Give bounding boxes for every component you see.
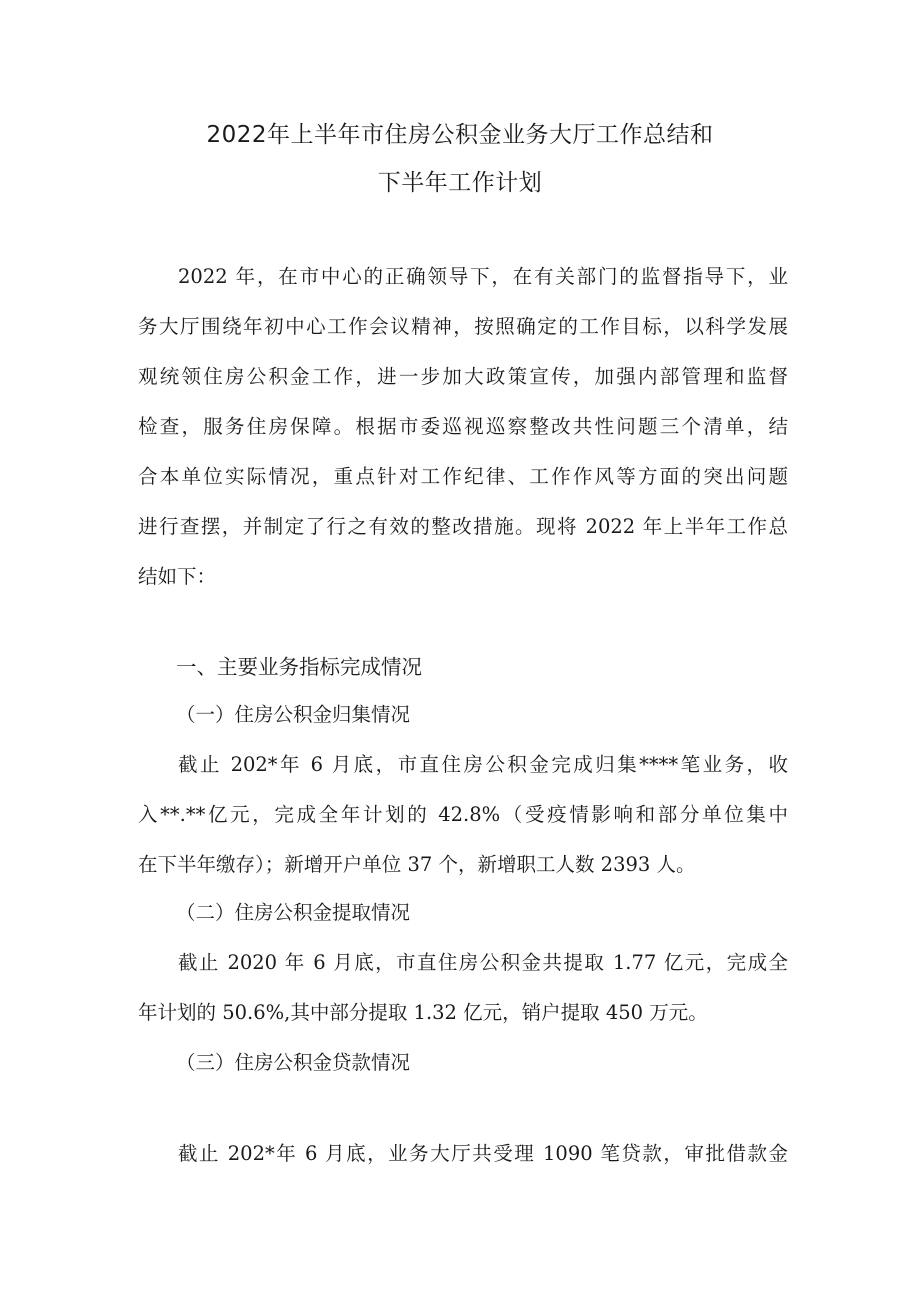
subsection-2-line-1: 截止 2020 年 6 月底，市直住房公积金共提取 1.77 亿元，完成全	[178, 951, 788, 974]
section-1-heading: 一、主要业务指标完成情况	[176, 655, 422, 679]
subsection-1-heading: （一）住房公积金归集情况	[176, 703, 411, 726]
subsection-3-line-1: 截止 202*年 6 月底，业务大厅共受理 1090 笔贷款，审批借款金	[178, 1142, 788, 1165]
intro-line-7: 结如下：	[138, 565, 217, 588]
subsection-2-line-2: 年计划的 50.6%,其中部分提取 1.32 亿元，销户提取 450 万元。	[138, 1001, 708, 1024]
subsection-2-heading: （二）住房公积金提取情况	[176, 901, 411, 924]
intro-line-6: 进行查摆，并制定了行之有效的整改措施。现将 2022 年上半年工作总	[138, 515, 788, 538]
intro-line-4: 检查，服务住房保障。根据市委巡视巡察整改共性问题三个清单，结	[138, 415, 788, 438]
intro-line-3: 观统领住房公积金工作，进一步加大政策宣传，加强内部管理和监督	[138, 365, 788, 388]
subsection-1-line-2: 入**.**亿元，完成全年计划的 42.8%（受疫情影响和部分单位集中	[138, 803, 788, 826]
intro-line-1: 2022 年，在市中心的正确领导下，在有关部门的监督指导下，业	[178, 265, 788, 288]
intro-line-5: 合本单位实际情况，重点针对工作纪律、工作作风等方面的突出问题	[138, 465, 788, 488]
subsection-1-line-1: 截止 202*年 6 月底，市直住房公积金完成归集****笔业务，收	[178, 753, 788, 776]
document-title-line-2: 下半年工作计划	[377, 170, 543, 196]
intro-line-2: 务大厅围绕年初中心工作会议精神，按照确定的工作目标，以科学发展	[138, 315, 788, 338]
document-title-line-1: 2022年上半年市住房公积金业务大厅工作总结和	[206, 122, 714, 148]
subsection-1-line-3: 在下半年缴存）；新增开户单位 37 个，新增职工人数 2393 人。	[138, 853, 696, 876]
subsection-3-heading: （三）住房公积金贷款情况	[176, 1051, 411, 1074]
